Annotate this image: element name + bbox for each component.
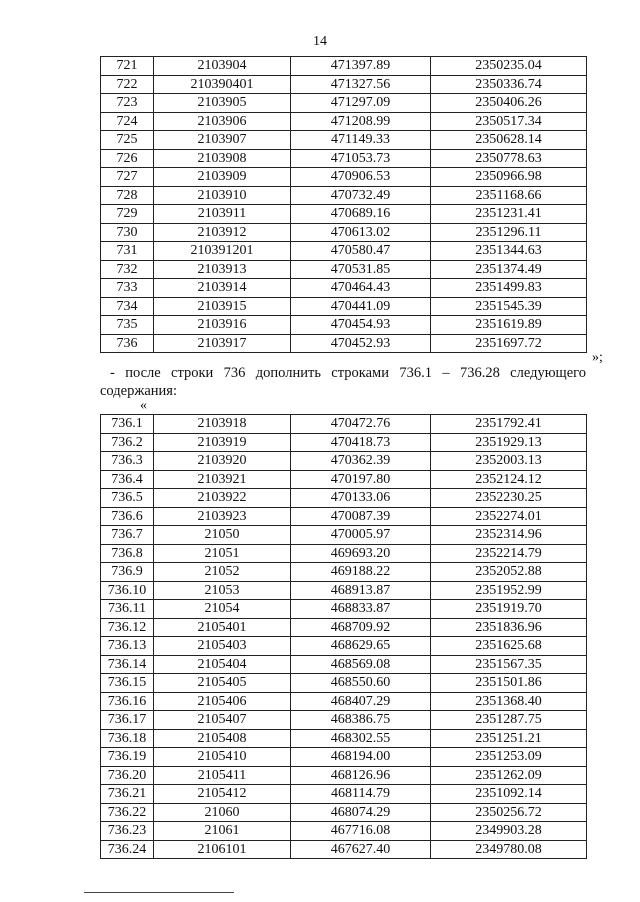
point-number-cell: 726 (101, 149, 154, 168)
point-number-cell: 731 (101, 242, 154, 261)
table-row (101, 470, 587, 489)
coordinate-y-cell: 2351253.09 (431, 748, 587, 767)
coordinate-x-cell: 468550.60 (291, 674, 431, 693)
point-id-cell: 2105401 (154, 618, 291, 637)
coordinate-y-cell: 2351792.41 (431, 415, 587, 434)
coordinate-x-cell: 471297.09 (291, 94, 431, 113)
table-row (101, 785, 587, 804)
table-row (101, 112, 587, 131)
table-row (101, 729, 587, 748)
coordinates-table-1 (100, 56, 587, 353)
table-row (101, 205, 587, 224)
coordinate-x-cell: 467716.08 (291, 822, 431, 841)
coordinate-y-cell: 2351296.11 (431, 223, 587, 242)
table-row (101, 803, 587, 822)
coordinate-x-cell: 468074.29 (291, 803, 431, 822)
table-row (101, 526, 587, 545)
point-id-cell: 2103920 (154, 452, 291, 471)
coordinate-y-cell: 2351344.63 (431, 242, 587, 261)
point-id-cell: 2105410 (154, 748, 291, 767)
point-number-cell: 736.6 (101, 507, 154, 526)
coordinate-y-cell: 2350235.04 (431, 57, 587, 76)
coordinate-y-cell: 2349780.08 (431, 840, 587, 859)
point-id-cell: 2105405 (154, 674, 291, 693)
point-id-cell: 2105412 (154, 785, 291, 804)
coordinate-x-cell: 470452.93 (291, 334, 431, 353)
point-number-cell: 736.13 (101, 637, 154, 656)
coordinate-x-cell: 470454.93 (291, 316, 431, 335)
point-id-cell: 2105404 (154, 655, 291, 674)
point-id-cell: 2103909 (154, 168, 291, 187)
coordinate-x-cell: 470133.06 (291, 489, 431, 508)
point-id-cell: 2103923 (154, 507, 291, 526)
point-number-cell: 736.11 (101, 600, 154, 619)
point-number-cell: 736.8 (101, 544, 154, 563)
amendment-instruction: - после строки 736 дополнить строками 736.1 – 736.28 следующего содержания: (100, 365, 586, 399)
point-id-cell: 21053 (154, 581, 291, 600)
point-number-cell: 736.23 (101, 822, 154, 841)
point-id-cell: 2106101 (154, 840, 291, 859)
coordinate-x-cell: 468833.87 (291, 600, 431, 619)
table-row (101, 452, 587, 471)
coordinate-y-cell: 2351499.83 (431, 279, 587, 298)
coordinate-x-cell: 470613.02 (291, 223, 431, 242)
coordinate-x-cell: 470418.73 (291, 433, 431, 452)
point-number-cell: 736.18 (101, 729, 154, 748)
coordinate-y-cell: 2350517.34 (431, 112, 587, 131)
point-id-cell: 21051 (154, 544, 291, 563)
point-number-cell: 722 (101, 75, 154, 94)
table-row (101, 563, 587, 582)
point-id-cell: 2103907 (154, 131, 291, 150)
coordinate-y-cell: 2350406.26 (431, 94, 587, 113)
point-id-cell: 21050 (154, 526, 291, 545)
coordinate-x-cell: 470531.85 (291, 260, 431, 279)
point-id-cell: 2105408 (154, 729, 291, 748)
table-row (101, 75, 587, 94)
coordinate-y-cell: 2349903.28 (431, 822, 587, 841)
table-row (101, 840, 587, 859)
coordinate-y-cell: 2352124.12 (431, 470, 587, 489)
point-number-cell: 736.2 (101, 433, 154, 452)
coordinate-x-cell: 468569.08 (291, 655, 431, 674)
point-number-cell: 736.12 (101, 618, 154, 637)
point-id-cell: 2103912 (154, 223, 291, 242)
coordinate-y-cell: 2351092.14 (431, 785, 587, 804)
coordinate-x-cell: 470087.39 (291, 507, 431, 526)
coordinate-x-cell: 470732.49 (291, 186, 431, 205)
point-id-cell: 2103916 (154, 316, 291, 335)
point-id-cell: 21054 (154, 600, 291, 619)
coordinate-y-cell: 2350336.74 (431, 75, 587, 94)
coordinate-x-cell: 468629.65 (291, 637, 431, 656)
coordinate-y-cell: 2351168.66 (431, 186, 587, 205)
coordinate-x-cell: 468114.79 (291, 785, 431, 804)
coordinate-x-cell: 471397.89 (291, 57, 431, 76)
table-row (101, 334, 587, 353)
point-id-cell: 21061 (154, 822, 291, 841)
coordinate-y-cell: 2351374.49 (431, 260, 587, 279)
point-id-cell: 2103905 (154, 94, 291, 113)
opening-quote: « (140, 398, 147, 413)
point-number-cell: 732 (101, 260, 154, 279)
page-number: 14 (313, 34, 327, 49)
footer-divider (84, 892, 234, 893)
coordinate-x-cell: 468913.87 (291, 581, 431, 600)
point-id-cell: 210390401 (154, 75, 291, 94)
point-id-cell: 2103921 (154, 470, 291, 489)
point-id-cell: 2105406 (154, 692, 291, 711)
coordinate-x-cell: 470441.09 (291, 297, 431, 316)
point-number-cell: 736.7 (101, 526, 154, 545)
table-row (101, 316, 587, 335)
point-id-cell: 2103914 (154, 279, 291, 298)
coordinate-x-cell: 471208.99 (291, 112, 431, 131)
point-number-cell: 736.19 (101, 748, 154, 767)
coordinate-y-cell: 2351231.41 (431, 205, 587, 224)
coordinate-y-cell: 2352003.13 (431, 452, 587, 471)
point-number-cell: 736.9 (101, 563, 154, 582)
point-number-cell: 736.1 (101, 415, 154, 434)
point-id-cell: 21052 (154, 563, 291, 582)
coordinate-x-cell: 470580.47 (291, 242, 431, 261)
table-row (101, 711, 587, 730)
coordinate-y-cell: 2351625.68 (431, 637, 587, 656)
table-row (101, 674, 587, 693)
coordinate-y-cell: 2351368.40 (431, 692, 587, 711)
point-id-cell: 2105407 (154, 711, 291, 730)
coordinate-y-cell: 2352230.25 (431, 489, 587, 508)
point-number-cell: 736.22 (101, 803, 154, 822)
point-number-cell: 736.16 (101, 692, 154, 711)
coordinate-y-cell: 2350256.72 (431, 803, 587, 822)
coordinate-x-cell: 470362.39 (291, 452, 431, 471)
table-row (101, 94, 587, 113)
coordinate-y-cell: 2352274.01 (431, 507, 587, 526)
coordinate-y-cell: 2350966.98 (431, 168, 587, 187)
coordinate-y-cell: 2351619.89 (431, 316, 587, 335)
coordinate-x-cell: 467627.40 (291, 840, 431, 859)
coordinate-y-cell: 2351697.72 (431, 334, 587, 353)
point-number-cell: 723 (101, 94, 154, 113)
table-row (101, 186, 587, 205)
table-row (101, 692, 587, 711)
point-number-cell: 736.21 (101, 785, 154, 804)
table-row (101, 297, 587, 316)
coordinate-x-cell: 469188.22 (291, 563, 431, 582)
table-row (101, 507, 587, 526)
point-number-cell: 729 (101, 205, 154, 224)
coordinate-x-cell: 470689.16 (291, 205, 431, 224)
point-number-cell: 736 (101, 334, 154, 353)
table-row (101, 748, 587, 767)
point-number-cell: 733 (101, 279, 154, 298)
table-row (101, 489, 587, 508)
point-id-cell: 2103910 (154, 186, 291, 205)
coordinate-y-cell: 2351567.35 (431, 655, 587, 674)
coordinate-x-cell: 469693.20 (291, 544, 431, 563)
point-number-cell: 728 (101, 186, 154, 205)
coordinate-x-cell: 468709.92 (291, 618, 431, 637)
point-number-cell: 736.15 (101, 674, 154, 693)
table-row (101, 766, 587, 785)
table-row (101, 655, 587, 674)
table-row (101, 822, 587, 841)
point-number-cell: 736.14 (101, 655, 154, 674)
point-number-cell: 736.20 (101, 766, 154, 785)
table-row (101, 223, 587, 242)
coordinate-y-cell: 2351929.13 (431, 433, 587, 452)
point-id-cell: 2105411 (154, 766, 291, 785)
coordinate-y-cell: 2351251.21 (431, 729, 587, 748)
table-row (101, 433, 587, 452)
table-row (101, 637, 587, 656)
coordinate-x-cell: 471149.33 (291, 131, 431, 150)
table-row (101, 279, 587, 298)
coordinate-x-cell: 468386.75 (291, 711, 431, 730)
table-row (101, 544, 587, 563)
point-id-cell: 2103917 (154, 334, 291, 353)
coordinate-x-cell: 470472.76 (291, 415, 431, 434)
point-id-cell: 2103919 (154, 433, 291, 452)
table-row (101, 581, 587, 600)
table-row (101, 149, 587, 168)
coordinate-x-cell: 468407.29 (291, 692, 431, 711)
point-number-cell: 724 (101, 112, 154, 131)
table-row (101, 260, 587, 279)
table-row (101, 242, 587, 261)
coordinate-x-cell: 468126.96 (291, 766, 431, 785)
point-id-cell: 2103922 (154, 489, 291, 508)
coordinate-y-cell: 2350628.14 (431, 131, 587, 150)
closing-quote: »; (592, 350, 603, 365)
coordinate-x-cell: 470906.53 (291, 168, 431, 187)
point-number-cell: 721 (101, 57, 154, 76)
coordinate-x-cell: 471327.56 (291, 75, 431, 94)
point-number-cell: 727 (101, 168, 154, 187)
coordinate-y-cell: 2351919.70 (431, 600, 587, 619)
point-id-cell: 2103918 (154, 415, 291, 434)
table-row (101, 618, 587, 637)
coordinate-x-cell: 468194.00 (291, 748, 431, 767)
point-id-cell: 2103913 (154, 260, 291, 279)
point-number-cell: 730 (101, 223, 154, 242)
coordinate-y-cell: 2351952.99 (431, 581, 587, 600)
coordinate-y-cell: 2352214.79 (431, 544, 587, 563)
point-number-cell: 736.4 (101, 470, 154, 489)
point-number-cell: 736.10 (101, 581, 154, 600)
table-row (101, 168, 587, 187)
point-id-cell: 21060 (154, 803, 291, 822)
coordinate-y-cell: 2351545.39 (431, 297, 587, 316)
point-number-cell: 736.17 (101, 711, 154, 730)
coordinate-y-cell: 2352052.88 (431, 563, 587, 582)
point-id-cell: 2103904 (154, 57, 291, 76)
point-id-cell: 2103908 (154, 149, 291, 168)
coordinate-y-cell: 2351287.75 (431, 711, 587, 730)
coordinate-y-cell: 2351501.86 (431, 674, 587, 693)
table-row (101, 600, 587, 619)
coordinate-x-cell: 470005.97 (291, 526, 431, 545)
point-id-cell: 2103906 (154, 112, 291, 131)
point-number-cell: 725 (101, 131, 154, 150)
coordinate-y-cell: 2350778.63 (431, 149, 587, 168)
point-number-cell: 736.5 (101, 489, 154, 508)
coordinate-x-cell: 471053.73 (291, 149, 431, 168)
point-number-cell: 736.3 (101, 452, 154, 471)
point-id-cell: 2105403 (154, 637, 291, 656)
point-number-cell: 734 (101, 297, 154, 316)
point-id-cell: 2103911 (154, 205, 291, 224)
coordinate-x-cell: 470197.80 (291, 470, 431, 489)
point-id-cell: 210391201 (154, 242, 291, 261)
coordinate-y-cell: 2351262.09 (431, 766, 587, 785)
coordinate-y-cell: 2351836.96 (431, 618, 587, 637)
coordinate-x-cell: 470464.43 (291, 279, 431, 298)
coordinate-y-cell: 2352314.96 (431, 526, 587, 545)
coordinate-x-cell: 468302.55 (291, 729, 431, 748)
table-row (101, 131, 587, 150)
table-row (101, 415, 587, 434)
point-number-cell: 735 (101, 316, 154, 335)
coordinates-table-2 (100, 414, 587, 859)
table-row (101, 57, 587, 76)
point-id-cell: 2103915 (154, 297, 291, 316)
point-number-cell: 736.24 (101, 840, 154, 859)
